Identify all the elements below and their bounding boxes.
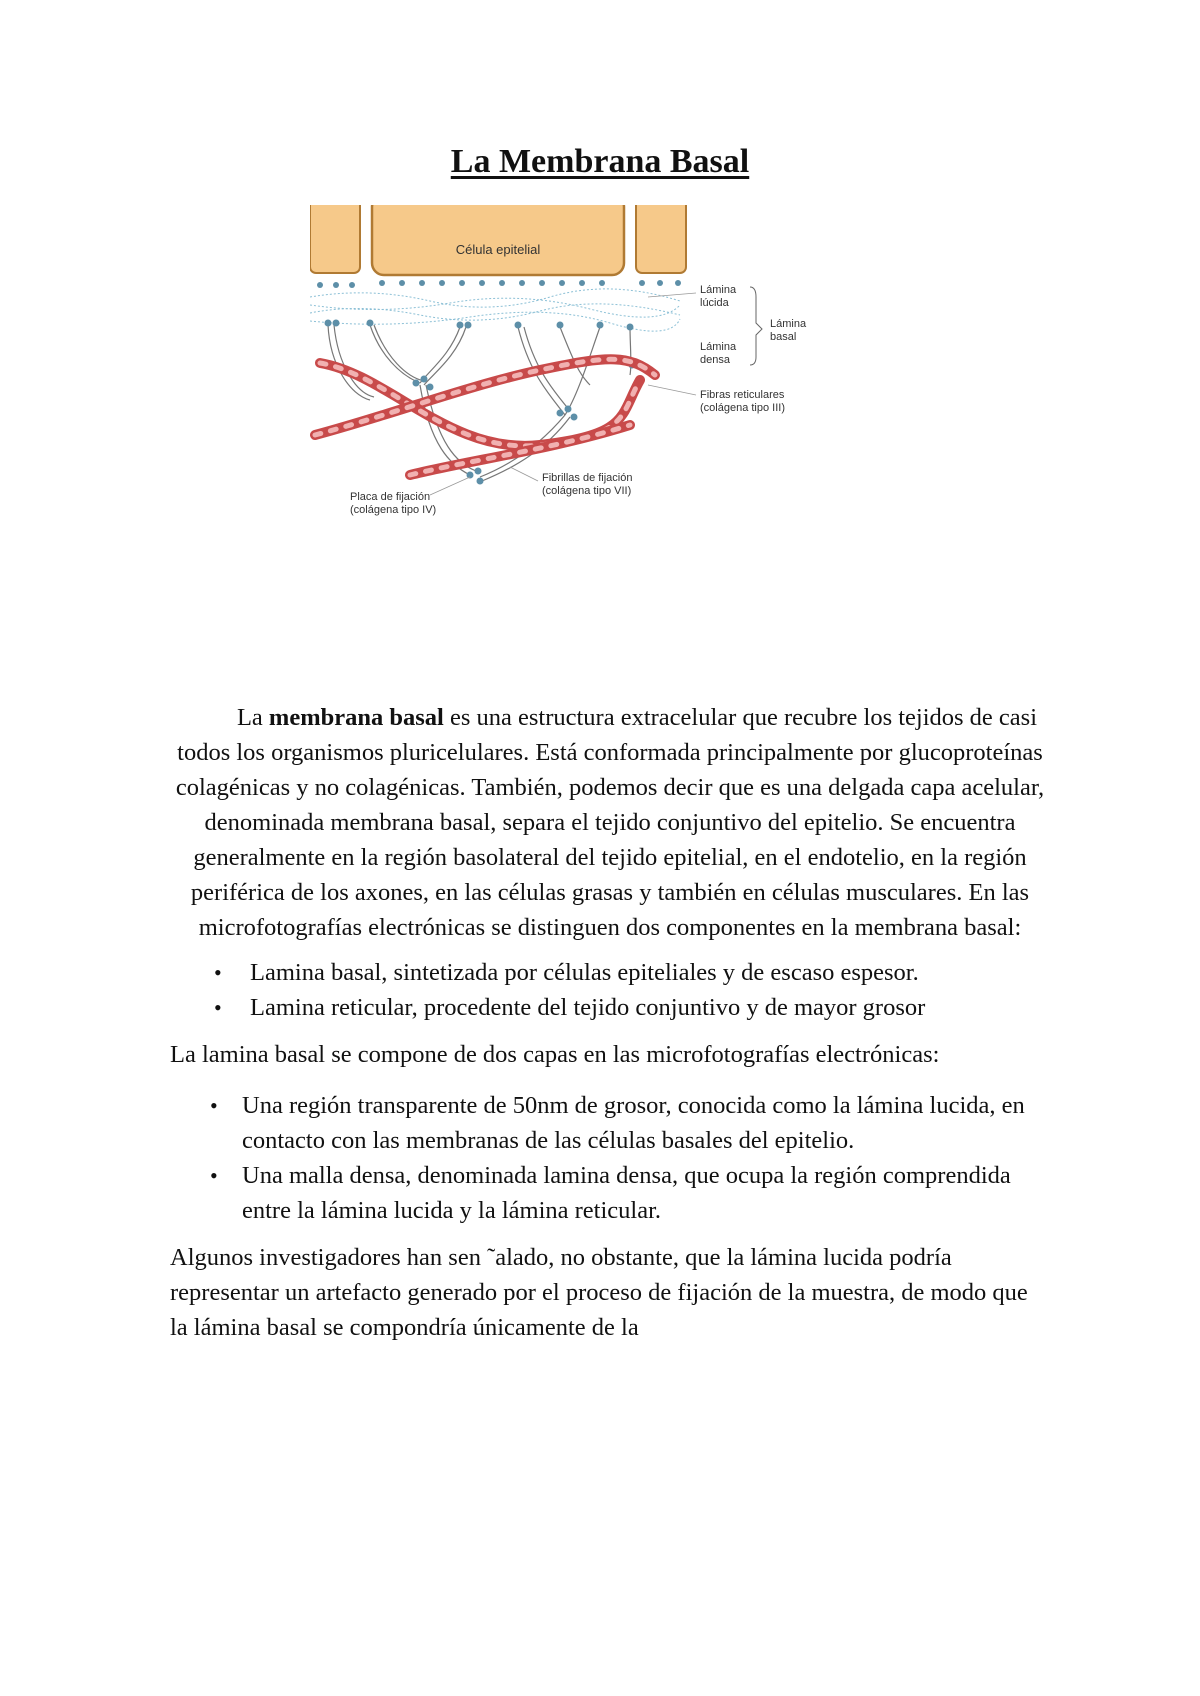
side-cell-right: [636, 205, 686, 273]
list-item: • Lamina basal, sintetizada por células epiteliales y de escaso espesor.: [170, 955, 1050, 990]
body-text: [170, 700, 1050, 1345]
intro-paragraph: [170, 700, 1050, 945]
list-item: • Una región transparente de 50nm de grosor, conocida como la lámina lucida, en contacto con las membranas de las células basales del epitelio.: [170, 1088, 1050, 1158]
lamina-basal-label-2: basal: [770, 331, 797, 343]
placa-label-1: Placa de fijación: [350, 491, 431, 503]
intro-start: La: [236, 704, 269, 731]
side-cell-left: [310, 205, 360, 273]
reticular-fibers: [315, 359, 655, 475]
fibrillas-label-1: Fibrillas de fijación: [542, 472, 633, 484]
layers-list: [170, 1088, 1050, 1228]
fibras-label-2: (colágena tipo III): [700, 402, 785, 414]
basement-membrane-figure: [310, 205, 870, 575]
epithelial-cell: [372, 205, 624, 275]
list-item: • Una malla densa, denominada lamina densa, que ocupa la región comprendida entre la lámina lucida y la lámina reticular.: [170, 1158, 1050, 1228]
lamina-densa-mesh: [310, 289, 680, 331]
placa-label-2: (colágena tipo IV): [350, 504, 437, 516]
lamina-lucida-label-1: Lámina: [700, 284, 737, 296]
fibras-label-1: Fibras reticulares: [700, 389, 785, 401]
side-labels: [648, 284, 807, 414]
lamina-densa-label-1: Lámina: [700, 341, 737, 353]
lamina-lucida-anchors: [317, 280, 681, 288]
layers-intro: La lamina basal se compone de dos capas en las microfotografías electrónicas:: [170, 1041, 940, 1068]
intro-bold-term: membrana basal: [268, 704, 444, 731]
page-title: La Membrana Basal: [450, 143, 750, 180]
lamina-bracket: [750, 287, 762, 365]
figure-svg: [310, 205, 870, 575]
closing-paragraph: Algunos investigadores han sen ˜alado, no obstante, que la lámina lucida podría representar un artefacto generado por el proceso de fijación de la muestra, de modo que la lámina basal se compondría únicamente de la: [170, 1244, 1028, 1341]
intro-rest: es una estructura extracelular que recubre los tejidos de casi todos los organismos pluricelulares. Está conformada principalmente por glucoproteínas colagénicas y no colagénicas. También, podemos decir que es una delgada capa acelular, denominada membrana basal, separa el tejido conjuntivo del epitelio. Se encuentra generalmente en la región basolateral del tejido epitelial, en el endotelio, en la región periférica de los axones, en las células grasas y también en células musculares. En las microfotografías electrónicas se distinguen dos componentes en la membrana basal:: [175, 704, 1045, 941]
lamina-lucida-label-2: lúcida: [700, 297, 729, 309]
list-item: • Lamina reticular, procedente del tejido conjuntivo y de mayor grosor: [170, 990, 1050, 1025]
fibrillas-label-2: (colágena tipo VII): [542, 485, 632, 497]
components-list: [170, 955, 1050, 1025]
lamina-densa-label-2: densa: [700, 354, 730, 366]
cell-label: Célula epitelial: [455, 242, 541, 257]
lamina-basal-label-1: Lámina: [770, 318, 807, 330]
